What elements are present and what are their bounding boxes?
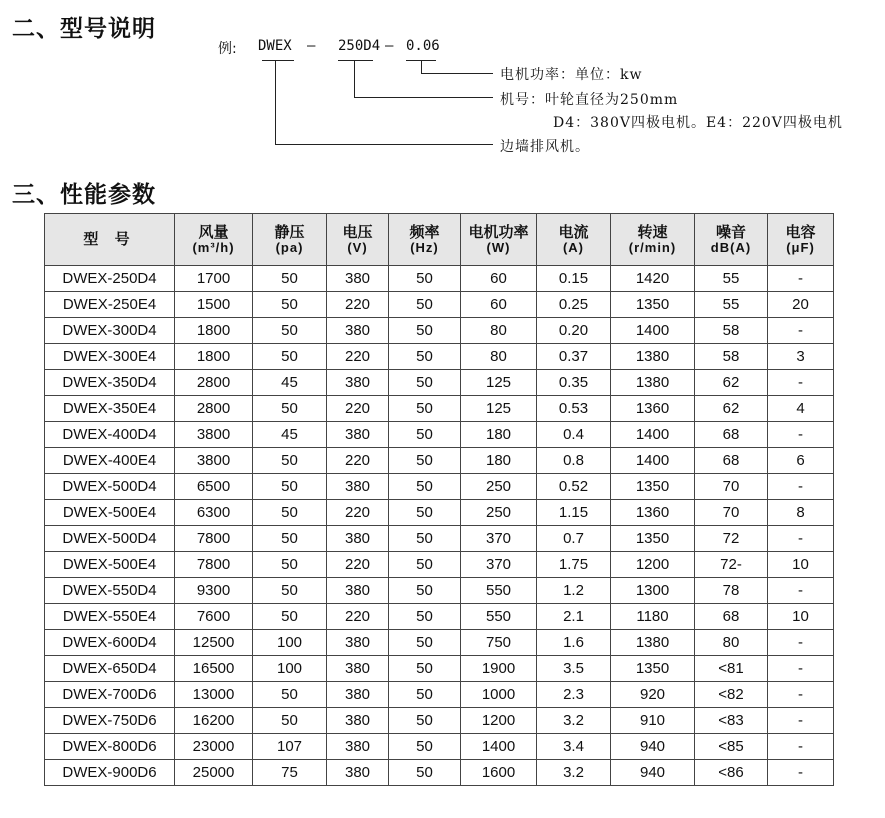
cell-motor-power: 125 [461, 396, 537, 422]
table-row [45, 422, 834, 448]
bracket-line [275, 144, 493, 145]
cell-airflow: 1500 [175, 292, 253, 318]
cell-current: 3.2 [537, 708, 611, 734]
cell-model: DWEX-600D4 [45, 630, 175, 656]
cell-model: DWEX-500E4 [45, 500, 175, 526]
cell-frequency: 50 [389, 630, 461, 656]
cell-capacitance: - [768, 474, 834, 500]
cell-noise: 62 [695, 396, 768, 422]
cell-static-pressure: 100 [253, 630, 327, 656]
cell-static-pressure: 50 [253, 292, 327, 318]
table-header-row [45, 214, 834, 266]
cell-capacitance: - [768, 370, 834, 396]
cell-frequency: 50 [389, 708, 461, 734]
header-unit: (pa) [275, 239, 304, 255]
cell-speed: 1350 [611, 526, 695, 552]
cell-frequency: 50 [389, 396, 461, 422]
cell-airflow: 25000 [175, 760, 253, 786]
cell-motor-power: 180 [461, 422, 537, 448]
cell-airflow: 23000 [175, 734, 253, 760]
cell-airflow: 3800 [175, 448, 253, 474]
cell-voltage: 220 [327, 448, 389, 474]
cell-model: DWEX-250E4 [45, 292, 175, 318]
cell-noise: <86 [695, 760, 768, 786]
cell-noise: <81 [695, 656, 768, 682]
cell-airflow: 3800 [175, 422, 253, 448]
cell-voltage: 380 [327, 526, 389, 552]
cell-current: 0.35 [537, 370, 611, 396]
table-row [45, 682, 834, 708]
cell-noise: 80 [695, 630, 768, 656]
cell-static-pressure: 50 [253, 500, 327, 526]
bracket-line [421, 60, 422, 74]
cell-model: DWEX-400E4 [45, 448, 175, 474]
cell-motor-power: 60 [461, 292, 537, 318]
cell-speed: 1380 [611, 630, 695, 656]
cell-frequency: 50 [389, 422, 461, 448]
cell-airflow: 1800 [175, 318, 253, 344]
cell-current: 0.7 [537, 526, 611, 552]
cell-airflow: 6500 [175, 474, 253, 500]
header-motor-power [461, 214, 537, 266]
cell-static-pressure: 75 [253, 760, 327, 786]
cell-capacitance: - [768, 708, 834, 734]
table-row [45, 292, 834, 318]
cell-voltage: 220 [327, 500, 389, 526]
cell-current: 3.4 [537, 734, 611, 760]
header-label: 电机功率 [468, 223, 529, 241]
header-label: 电压 [342, 223, 373, 241]
table-row [45, 526, 834, 552]
cell-motor-power: 550 [461, 578, 537, 604]
cell-voltage: 220 [327, 604, 389, 630]
cell-voltage: 380 [327, 474, 389, 500]
header-voltage [327, 214, 389, 266]
cell-speed: 1400 [611, 448, 695, 474]
cell-model: DWEX-500D4 [45, 474, 175, 500]
cell-static-pressure: 50 [253, 708, 327, 734]
header-unit: (m³/h) [192, 239, 235, 255]
cell-frequency: 50 [389, 448, 461, 474]
cell-current: 1.15 [537, 500, 611, 526]
table-row [45, 578, 834, 604]
cell-motor-power: 1600 [461, 760, 537, 786]
cell-speed: 1350 [611, 474, 695, 500]
cell-voltage: 220 [327, 396, 389, 422]
note-machine-number: 机号：叶轮直径为250mm [500, 92, 679, 108]
cell-airflow: 9300 [175, 578, 253, 604]
example-series: DWEX [258, 38, 292, 54]
cell-capacitance: 20 [768, 292, 834, 318]
cell-capacitance: - [768, 734, 834, 760]
cell-speed: 920 [611, 682, 695, 708]
cell-speed: 1300 [611, 578, 695, 604]
bracket-line [421, 73, 493, 74]
cell-capacitance: - [768, 760, 834, 786]
header-label: 静压 [274, 223, 305, 241]
cell-motor-power: 80 [461, 318, 537, 344]
cell-static-pressure: 50 [253, 604, 327, 630]
cell-capacitance: - [768, 682, 834, 708]
cell-current: 0.15 [537, 266, 611, 292]
cell-speed: 1200 [611, 552, 695, 578]
example-label: 例: [218, 41, 237, 57]
cell-noise: 68 [695, 422, 768, 448]
cell-noise: 62 [695, 370, 768, 396]
cell-motor-power: 125 [461, 370, 537, 396]
cell-model: DWEX-350D4 [45, 370, 175, 396]
cell-current: 0.25 [537, 292, 611, 318]
cell-speed: 1350 [611, 656, 695, 682]
cell-static-pressure: 50 [253, 682, 327, 708]
cell-motor-power: 370 [461, 552, 537, 578]
cell-noise: 72 [695, 526, 768, 552]
cell-frequency: 50 [389, 734, 461, 760]
header-label: 电流 [558, 223, 589, 241]
cell-model: DWEX-300E4 [45, 344, 175, 370]
cell-voltage: 380 [327, 370, 389, 396]
cell-noise: 78 [695, 578, 768, 604]
cell-speed: 940 [611, 734, 695, 760]
cell-static-pressure: 50 [253, 526, 327, 552]
cell-model: DWEX-900D6 [45, 760, 175, 786]
table-row [45, 266, 834, 292]
cell-static-pressure: 107 [253, 734, 327, 760]
table-row [45, 656, 834, 682]
header-frequency [389, 214, 461, 266]
cell-capacitance: - [768, 266, 834, 292]
table-row [45, 760, 834, 786]
table-row [45, 396, 834, 422]
cell-model: DWEX-800D6 [45, 734, 175, 760]
cell-frequency: 50 [389, 292, 461, 318]
performance-table [44, 213, 834, 786]
cell-model: DWEX-700D6 [45, 682, 175, 708]
cell-voltage: 220 [327, 292, 389, 318]
cell-airflow: 7800 [175, 552, 253, 578]
header-airflow [175, 214, 253, 266]
cell-speed: 1180 [611, 604, 695, 630]
cell-frequency: 50 [389, 500, 461, 526]
header-label: 转速 [637, 223, 668, 241]
bracket-line [338, 60, 373, 61]
cell-motor-power: 1000 [461, 682, 537, 708]
cell-frequency: 50 [389, 526, 461, 552]
cell-speed: 1380 [611, 344, 695, 370]
cell-current: 0.52 [537, 474, 611, 500]
table-row [45, 370, 834, 396]
cell-voltage: 380 [327, 708, 389, 734]
cell-static-pressure: 50 [253, 344, 327, 370]
cell-speed: 1380 [611, 370, 695, 396]
cell-speed: 1400 [611, 422, 695, 448]
cell-model: DWEX-300D4 [45, 318, 175, 344]
cell-model: DWEX-350E4 [45, 396, 175, 422]
cell-model: DWEX-550E4 [45, 604, 175, 630]
example-machine-number: 250D4 [338, 38, 381, 54]
cell-static-pressure: 100 [253, 656, 327, 682]
cell-speed: 1360 [611, 500, 695, 526]
cell-voltage: 380 [327, 578, 389, 604]
cell-static-pressure: 50 [253, 266, 327, 292]
header-unit: (r/min) [628, 239, 677, 255]
cell-static-pressure: 50 [253, 448, 327, 474]
cell-static-pressure: 50 [253, 578, 327, 604]
cell-voltage: 380 [327, 682, 389, 708]
example-dash-1: — [307, 38, 316, 54]
cell-voltage: 380 [327, 760, 389, 786]
cell-motor-power: 250 [461, 474, 537, 500]
table-row [45, 344, 834, 370]
header-label: 风量 [198, 223, 229, 241]
cell-model: DWEX-550D4 [45, 578, 175, 604]
header-unit: (Hz) [410, 239, 439, 255]
header-model [45, 214, 175, 266]
cell-capacitance: 4 [768, 396, 834, 422]
cell-noise: 70 [695, 474, 768, 500]
example-dash-2: — [385, 38, 394, 54]
bracket-line [262, 60, 294, 61]
cell-motor-power: 370 [461, 526, 537, 552]
cell-frequency: 50 [389, 344, 461, 370]
header-label: 频率 [409, 223, 440, 241]
cell-frequency: 50 [389, 604, 461, 630]
bracket-line [354, 97, 493, 98]
cell-noise: 55 [695, 266, 768, 292]
cell-capacitance: - [768, 526, 834, 552]
cell-capacitance: 10 [768, 604, 834, 630]
cell-voltage: 380 [327, 656, 389, 682]
cell-capacitance: 3 [768, 344, 834, 370]
cell-current: 0.8 [537, 448, 611, 474]
cell-voltage: 380 [327, 318, 389, 344]
table-row [45, 630, 834, 656]
cell-noise: <85 [695, 734, 768, 760]
cell-speed: 1420 [611, 266, 695, 292]
cell-model: DWEX-750D6 [45, 708, 175, 734]
cell-noise: <82 [695, 682, 768, 708]
section-title-model-description: 二、型号说明 [12, 16, 156, 42]
cell-noise: 58 [695, 318, 768, 344]
table-row [45, 318, 834, 344]
cell-capacitance: - [768, 578, 834, 604]
cell-capacitance: - [768, 318, 834, 344]
cell-capacitance: - [768, 630, 834, 656]
cell-capacitance: - [768, 656, 834, 682]
cell-speed: 940 [611, 760, 695, 786]
cell-motor-power: 250 [461, 500, 537, 526]
cell-airflow: 7600 [175, 604, 253, 630]
cell-airflow: 2800 [175, 396, 253, 422]
cell-model: DWEX-650D4 [45, 656, 175, 682]
cell-current: 0.4 [537, 422, 611, 448]
table-row [45, 448, 834, 474]
bracket-line [354, 60, 355, 98]
cell-capacitance: 8 [768, 500, 834, 526]
cell-model: DWEX-250D4 [45, 266, 175, 292]
cell-current: 0.53 [537, 396, 611, 422]
cell-airflow: 13000 [175, 682, 253, 708]
header-capacitance [768, 214, 834, 266]
cell-noise: <83 [695, 708, 768, 734]
cell-voltage: 380 [327, 422, 389, 448]
cell-frequency: 50 [389, 266, 461, 292]
cell-static-pressure: 50 [253, 318, 327, 344]
cell-voltage: 380 [327, 266, 389, 292]
cell-speed: 1350 [611, 292, 695, 318]
table-row [45, 734, 834, 760]
cell-capacitance: - [768, 422, 834, 448]
cell-motor-power: 80 [461, 344, 537, 370]
cell-noise: 55 [695, 292, 768, 318]
cell-airflow: 7800 [175, 526, 253, 552]
cell-motor-power: 1400 [461, 734, 537, 760]
cell-airflow: 12500 [175, 630, 253, 656]
note-side-wall-fan: 边墙排风机。 [500, 139, 590, 155]
cell-motor-power: 60 [461, 266, 537, 292]
cell-voltage: 380 [327, 734, 389, 760]
section-title-performance: 三、性能参数 [12, 182, 156, 208]
cell-speed: 1400 [611, 318, 695, 344]
cell-current: 3.5 [537, 656, 611, 682]
cell-noise: 72- [695, 552, 768, 578]
table-row [45, 708, 834, 734]
cell-current: 0.20 [537, 318, 611, 344]
cell-model: DWEX-400D4 [45, 422, 175, 448]
cell-current: 1.6 [537, 630, 611, 656]
table-row [45, 500, 834, 526]
cell-static-pressure: 50 [253, 396, 327, 422]
example-power: 0.06 [406, 38, 440, 54]
cell-frequency: 50 [389, 370, 461, 396]
cell-frequency: 50 [389, 656, 461, 682]
cell-airflow: 16500 [175, 656, 253, 682]
cell-static-pressure: 45 [253, 370, 327, 396]
cell-capacitance: 6 [768, 448, 834, 474]
header-noise [695, 214, 768, 266]
cell-voltage: 220 [327, 344, 389, 370]
table-row [45, 604, 834, 630]
cell-motor-power: 750 [461, 630, 537, 656]
cell-static-pressure: 50 [253, 474, 327, 500]
cell-motor-power: 550 [461, 604, 537, 630]
header-static-pressure [253, 214, 327, 266]
cell-static-pressure: 45 [253, 422, 327, 448]
header-unit: (A) [562, 239, 585, 255]
table-row [45, 474, 834, 500]
header-unit: (V) [347, 239, 368, 255]
cell-frequency: 50 [389, 552, 461, 578]
cell-frequency: 50 [389, 578, 461, 604]
cell-motor-power: 180 [461, 448, 537, 474]
cell-motor-power: 1900 [461, 656, 537, 682]
cell-airflow: 16200 [175, 708, 253, 734]
cell-speed: 1360 [611, 396, 695, 422]
cell-frequency: 50 [389, 318, 461, 344]
cell-current: 2.1 [537, 604, 611, 630]
cell-airflow: 1700 [175, 266, 253, 292]
header-label: 噪音 [715, 223, 746, 241]
cell-static-pressure: 50 [253, 552, 327, 578]
cell-speed: 910 [611, 708, 695, 734]
cell-current: 3.2 [537, 760, 611, 786]
header-unit: (W) [486, 239, 511, 255]
cell-motor-power: 1200 [461, 708, 537, 734]
cell-voltage: 380 [327, 630, 389, 656]
cell-capacitance: 10 [768, 552, 834, 578]
note-motor-power: 电机功率：单位：kw [500, 67, 643, 83]
cell-noise: 68 [695, 604, 768, 630]
header-label: 电容 [785, 223, 816, 241]
cell-current: 2.3 [537, 682, 611, 708]
header-current [537, 214, 611, 266]
cell-noise: 58 [695, 344, 768, 370]
table-row [45, 552, 834, 578]
cell-frequency: 50 [389, 760, 461, 786]
cell-model: DWEX-500E4 [45, 552, 175, 578]
cell-current: 1.2 [537, 578, 611, 604]
bracket-line [275, 60, 276, 145]
note-motor-type: D4：380V四极电机。E4：220V四极电机 [553, 115, 843, 131]
cell-noise: 70 [695, 500, 768, 526]
cell-voltage: 220 [327, 552, 389, 578]
cell-airflow: 2800 [175, 370, 253, 396]
cell-current: 1.75 [537, 552, 611, 578]
cell-airflow: 1800 [175, 344, 253, 370]
cell-current: 0.37 [537, 344, 611, 370]
header-label: 型 号 [83, 231, 136, 248]
cell-frequency: 50 [389, 474, 461, 500]
header-unit: dB(A) [710, 239, 752, 255]
cell-noise: 68 [695, 448, 768, 474]
cell-airflow: 6300 [175, 500, 253, 526]
cell-model: DWEX-500D4 [45, 526, 175, 552]
header-speed [611, 214, 695, 266]
cell-frequency: 50 [389, 682, 461, 708]
header-unit: (μF) [786, 239, 815, 255]
